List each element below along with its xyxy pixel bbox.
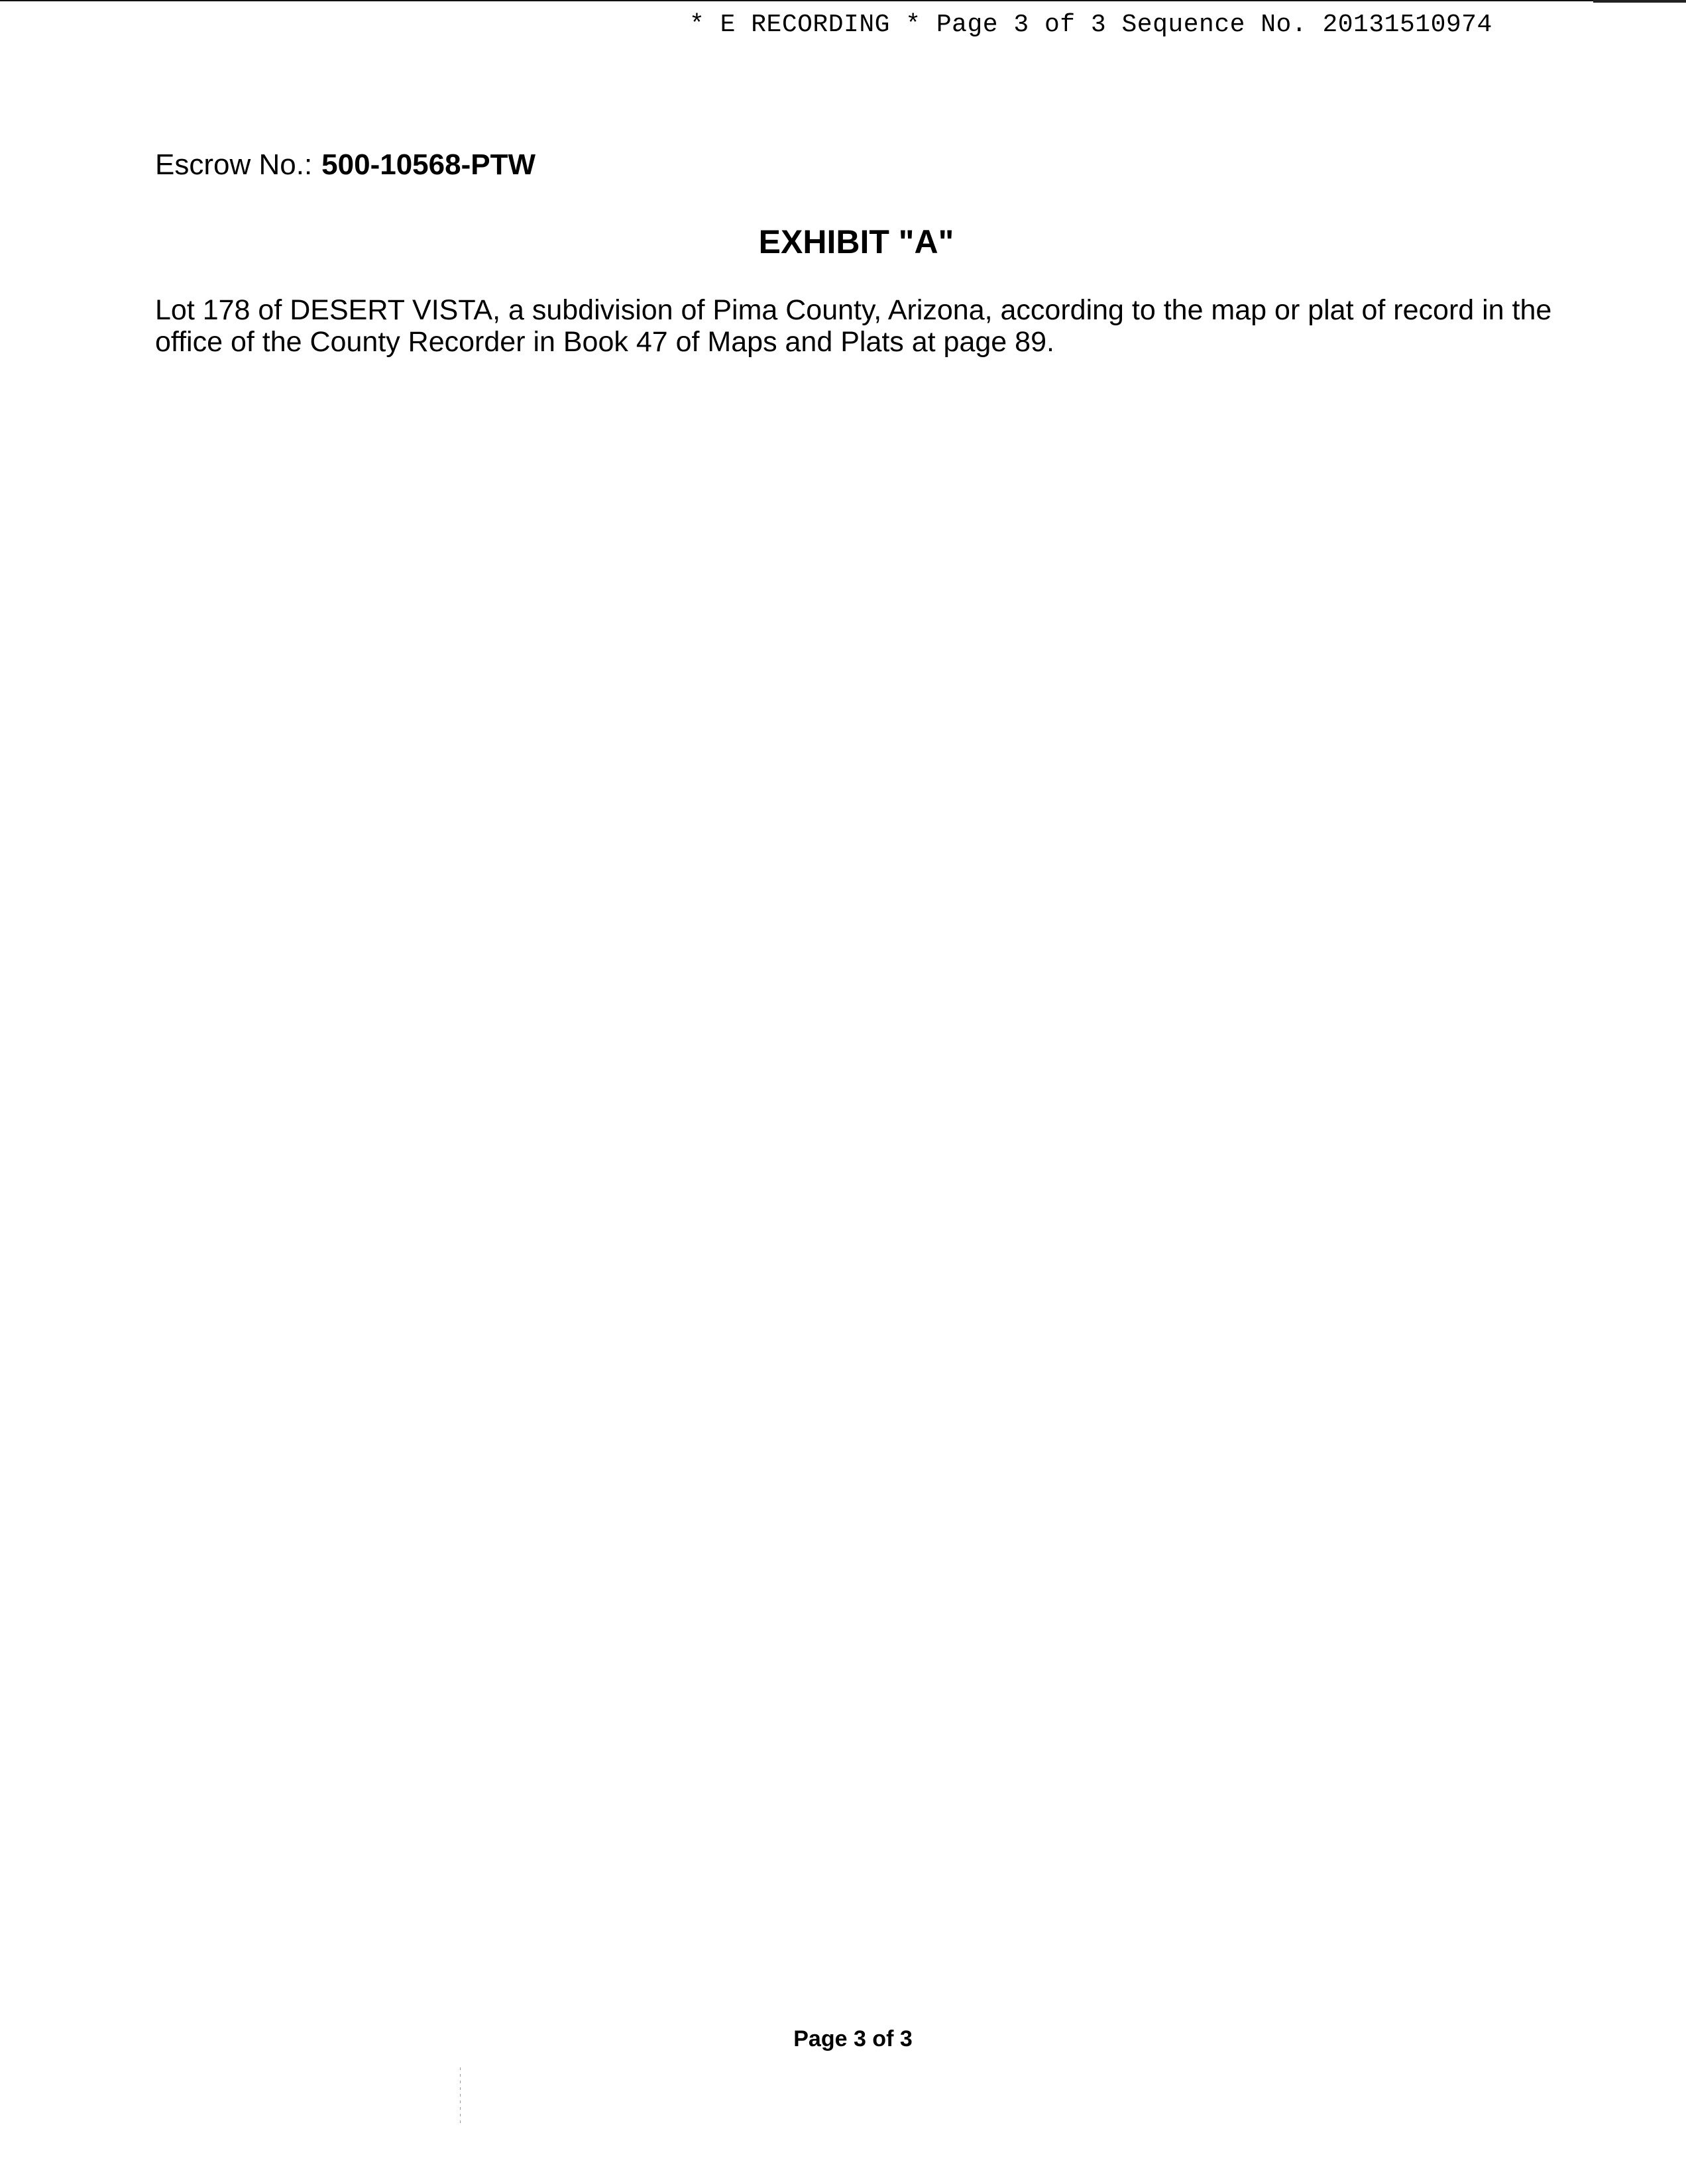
legal-description-line: Lot 178 of DESERT VISTA, a subdivision of Pima County, Arizona, according to the map or plat of record in the bbox=[155, 294, 1552, 326]
escrow-label: Escrow No.: bbox=[155, 148, 313, 181]
escrow-number-line bbox=[155, 148, 535, 182]
page-number: Page 3 of 3 bbox=[793, 2026, 913, 2051]
escrow-number: 500-10568-PTW bbox=[321, 148, 535, 181]
top-border-mark bbox=[1593, 0, 1686, 3]
recording-stamp: * E RECORDING * Page 3 of 3 Sequence No. 20131510974 bbox=[689, 11, 1492, 39]
legal-description-line: office of the County Recorder in Book 47 of Maps and Plats at page 89. bbox=[155, 326, 1054, 358]
top-border-rule bbox=[0, 0, 1686, 1]
exhibit-title: EXHIBIT "A" bbox=[758, 223, 954, 260]
legal-description bbox=[155, 294, 1560, 358]
scan-artifact-line bbox=[460, 2067, 461, 2127]
